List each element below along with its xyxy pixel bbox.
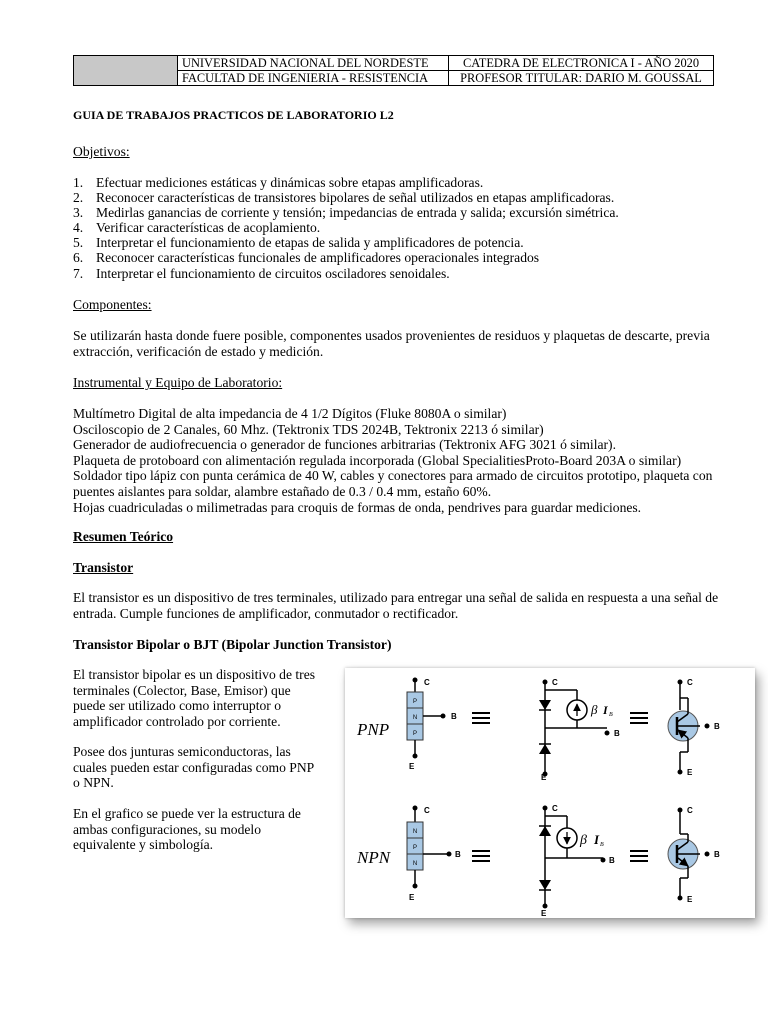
guide-title: GUIA DE TRABAJOS PRACTICOS DE LABORATORIO L2 <box>73 108 394 122</box>
list-item: 2. Reconocer características de transistores bipolares de señal utilizados en etapas amplificadoras. <box>73 190 615 206</box>
theory-heading: Resumen Teórico <box>73 529 174 544</box>
bjt-diagram <box>345 668 755 918</box>
instrument-line: Multímetro Digital de alta impedancia de 4 1/2 Dígitos (Fluke 8080A o similar) <box>73 406 507 421</box>
npn-equals-1 <box>472 851 490 861</box>
pnp-model-c: C <box>552 678 558 687</box>
components-heading: Componentes: <box>73 297 152 312</box>
pnp-equals-1 <box>472 713 490 723</box>
instrument-line: Plaqueta de protoboard con alimentación regulada incorporada (Global SpecialitiesProto-Board 203A o similar) <box>73 452 682 468</box>
npn-struct-c: C <box>424 806 430 815</box>
components-text: Se utilizarán hasta donde fuere posible, componentes usados provenientes de residuos y plaquetas de descarte, previa extracción, verificación de estado y medición. <box>73 328 710 359</box>
instruments-list <box>73 406 733 515</box>
pnp-structure <box>407 678 457 772</box>
header-table <box>73 55 714 86</box>
instrument-line: Soldador tipo lápiz con punta cerámica de 40 W, cables y conectores para armado de circuitos prototipo, plaqueta con puentes aislantes para soldar, alambre estañado de 0.3 / 0.4 mm, estaño 60%. <box>73 468 713 499</box>
npn-model-b: B <box>609 856 615 865</box>
pnp-current: I <box>603 703 608 717</box>
npn-label: NPN <box>357 848 391 867</box>
header-professor: PROFESOR TITULAR: DARIO M. GOUSSAL <box>449 71 714 86</box>
npn-layer-2: P <box>412 845 418 851</box>
instrument-line: Hojas cuadriculadas o milimetradas para croquis de formas de onda, pendrives para guardar mediciones. <box>73 499 642 515</box>
npn-symbol-b: B <box>714 850 720 859</box>
transistor-heading: Transistor <box>73 560 134 575</box>
instrument-line: Generador de audiofrecuencia o generador de funciones arbitrarias (Tektronix AFG 3021 ó similar). <box>73 437 616 453</box>
list-item: 3. Medirlas ganancias de corriente y tensión; impedancias de entrada y salida; excursión simétrica. <box>73 205 619 221</box>
npn-struct-b: B <box>455 850 461 859</box>
pnp-symbol-e: E <box>687 768 693 777</box>
header-chair: CATEDRA DE ELECTRONICA I - AÑO 2020 <box>449 56 714 71</box>
pnp-equivalent-model <box>539 678 620 782</box>
npn-beta: β <box>580 833 587 848</box>
pnp-symbol-c: C <box>687 678 693 687</box>
npn-structure <box>407 806 461 903</box>
bjt-paragraph-1: El transistor bipolar es un dispositivo de tres terminales (Colector, Base, Emisor) que puede ser utilizado como interruptor o amplificador controlado por corriente. <box>73 667 316 729</box>
npn-symbol-c: C <box>687 806 693 815</box>
objectives-list <box>73 175 619 281</box>
pnp-label: PNP <box>357 720 390 739</box>
npn-equals-2 <box>630 851 648 861</box>
objectives-heading: Objetivos: <box>73 144 130 159</box>
npn-equivalent-model <box>539 804 615 918</box>
pnp-layer-1: P <box>412 699 418 705</box>
npn-current-sub: B <box>600 842 604 848</box>
list-item: 6. Reconocer características funcionales de amplificadores operacionales integrados <box>73 250 540 266</box>
npn-current: I <box>594 832 600 847</box>
pnp-model-e: E <box>541 773 547 782</box>
header-faculty: FACULTAD DE INGENIERIA - RESISTENCIA <box>178 71 449 86</box>
pnp-layer-2: N <box>412 715 418 721</box>
npn-model-c: C <box>552 804 558 813</box>
list-item: 5. Interpretar el funcionamiento de etapas de salida y amplificadores de potencia. <box>73 235 524 251</box>
npn-struct-e: E <box>409 893 415 902</box>
instruments-heading: Instrumental y Equipo de Laboratorio: <box>73 375 283 390</box>
header-logo-cell <box>74 56 178 86</box>
npn-layer-1: N <box>412 829 418 835</box>
instrument-line: Osciloscopio de 2 Canales, 60 Mhz. (Tektronix TDS 2024B, Tektronix 2213 ó similar) <box>73 421 544 437</box>
bjt-paragraph-2: Posee dos junturas semiconductoras, las cuales pueden estar configuradas como PNP o NPN. <box>73 744 314 791</box>
pnp-struct-e: E <box>409 762 415 771</box>
pnp-equals-2 <box>630 713 648 723</box>
pnp-model-b: B <box>614 729 620 738</box>
transistor-text: El transistor es un dispositivo de tres terminales, utilizado para entregar una señal de salida en respuesta a una señal de entrada. Cumple funciones de amplificador, conmutador o rectificador. <box>73 590 719 621</box>
pnp-symbol-b: B <box>714 722 720 731</box>
pnp-struct-b: B <box>451 712 457 721</box>
bjt-diagram-svg <box>345 668 755 918</box>
pnp-struct-c: C <box>424 678 430 687</box>
list-item: 4. Verificar características de acoplamiento. <box>73 220 321 236</box>
bjt-paragraph-3: En el grafico se puede ver la estructura de ambas configuraciones, su modelo equivalente y simbología. <box>73 806 301 853</box>
npn-layer-3: N <box>412 861 418 867</box>
pnp-layer-3: P <box>412 731 418 737</box>
npn-symbol <box>668 806 720 904</box>
list-item: 1. Efectuar mediciones estáticas y dinámicas sobre etapas amplificadoras. <box>73 175 484 190</box>
pnp-current-sub: B <box>609 712 613 718</box>
npn-model-e: E <box>541 909 547 918</box>
pnp-beta: β <box>591 702 598 717</box>
npn-symbol-e: E <box>687 895 693 904</box>
header-university: UNIVERSIDAD NACIONAL DEL NORDESTE <box>178 56 449 71</box>
list-item: 7. Interpretar el funcionamiento de circuitos osciladores senoidales. <box>73 265 450 281</box>
pnp-symbol <box>668 678 720 777</box>
bjt-heading: Transistor Bipolar o BJT (Bipolar Junction Transistor) <box>73 637 392 652</box>
